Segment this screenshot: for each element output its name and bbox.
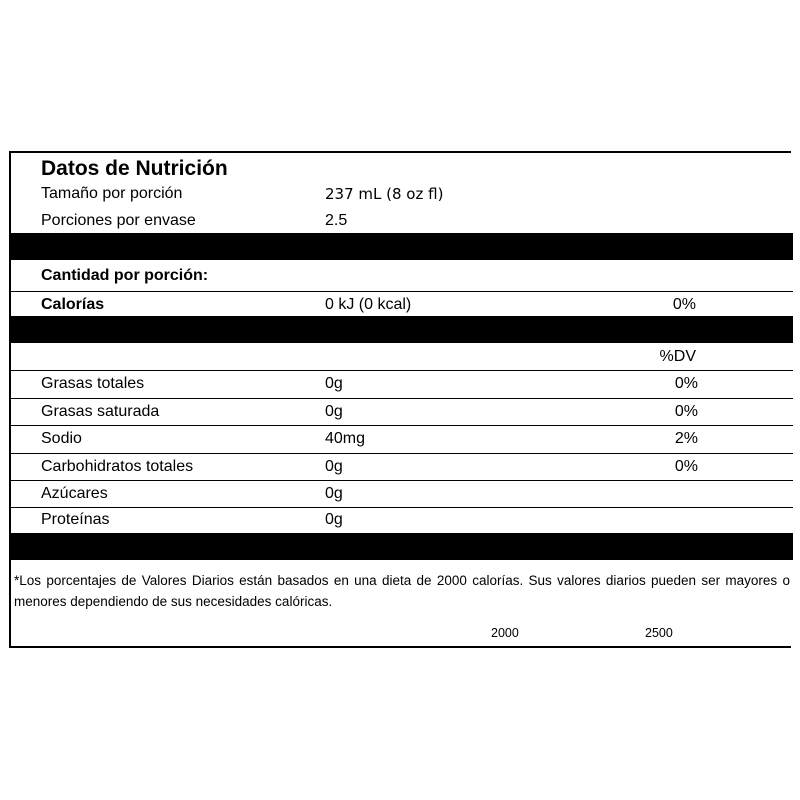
nutrient-label: Grasas totales — [41, 375, 145, 392]
thick-divider — [11, 233, 793, 260]
thick-divider — [11, 316, 793, 343]
nutrient-value: 40mg — [325, 430, 366, 447]
serving-size-value: 237 mL (8 oz fl) — [325, 185, 444, 203]
calorie-column-2500: 2500 — [645, 626, 673, 640]
nutrient-label: Grasas saturada — [41, 403, 160, 420]
nutrient-value: 0g — [325, 511, 343, 528]
nutrient-row — [11, 454, 793, 482]
amount-per-serving-label: Cantidad por porción: — [41, 267, 209, 284]
nutrient-row — [11, 426, 793, 454]
calories-value: 0 kJ (0 kcal) — [325, 296, 412, 313]
nutrient-row — [11, 399, 793, 427]
servings-per-container-label: Porciones por envase — [41, 212, 196, 229]
calorie-column-2000: 2000 — [491, 626, 519, 640]
nutrient-label: Proteínas — [41, 511, 110, 528]
nutrient-dv: 2% — [674, 430, 698, 447]
divider — [11, 291, 793, 292]
calories-label: Calorías — [41, 296, 105, 313]
nutrient-row — [11, 371, 793, 399]
nutrient-value: 0g — [325, 458, 343, 475]
nutrient-label: Carbohidratos totales — [41, 458, 194, 475]
nutrient-label: Sodio — [41, 430, 82, 447]
dv-header: %DV — [659, 348, 696, 365]
thick-divider — [11, 533, 793, 560]
servings-per-container-value: 2.5 — [325, 212, 348, 229]
daily-values-footnote: *Los porcentajes de Valores Diarios están basados en una dieta de 2000 calorías. Sus valores diarios pueden ser mayores o menores dependiendo de sus necesidades calóricas. — [14, 573, 790, 609]
nutrient-value: 0g — [325, 403, 343, 420]
nutrient-value: 0g — [325, 375, 343, 392]
panel-title: Datos de Nutrición — [41, 157, 228, 180]
nutrient-value: 0g — [325, 485, 343, 502]
nutrient-dv: 0% — [674, 375, 698, 392]
nutrient-dv: 0% — [674, 458, 698, 475]
nutrient-label: Azúcares — [41, 485, 108, 502]
nutrient-dv: 0% — [674, 403, 698, 420]
serving-size-label: Tamaño por porción — [41, 185, 183, 202]
nutrient-row — [11, 508, 793, 536]
calories-dv: 0% — [672, 296, 696, 313]
nutrient-row — [11, 481, 793, 509]
nutrition-facts-panel — [9, 151, 791, 648]
